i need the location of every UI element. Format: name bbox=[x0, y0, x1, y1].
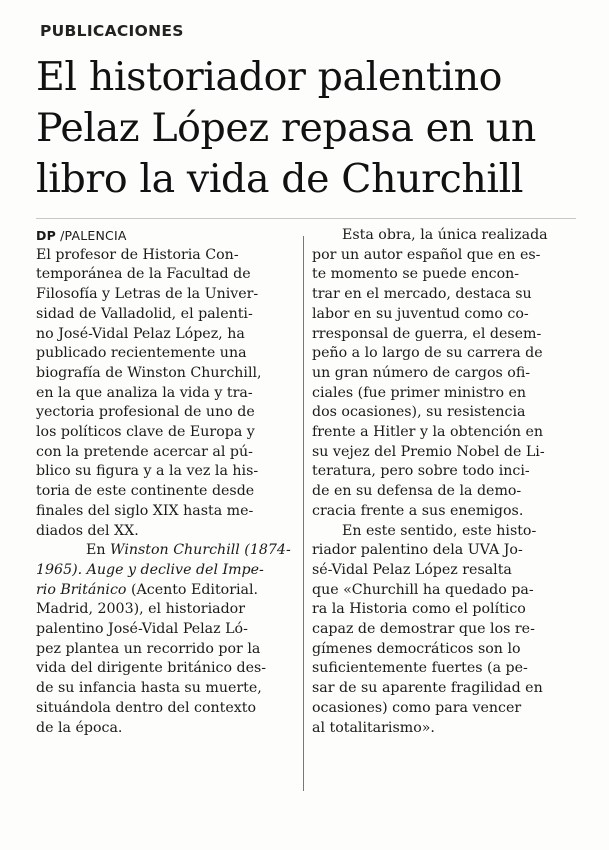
text-line: sar de su aparente fragilidad en bbox=[312, 680, 543, 697]
text-line: frente a Hitler y la obtención en bbox=[312, 424, 544, 441]
text-line: al totalitarismo». bbox=[312, 719, 435, 736]
byline bbox=[36, 226, 298, 246]
book-title-fragment: Winston Churchill (1874- bbox=[110, 542, 291, 559]
text-line: su vejez del Premio Nobel de Li- bbox=[312, 443, 545, 460]
text-line: ra la Historia como el político bbox=[312, 601, 526, 618]
text-line: no José-Vidal Pelaz López, ha bbox=[36, 325, 245, 342]
paragraph-intro bbox=[36, 246, 298, 542]
text-line: vida del dirigente británico des- bbox=[36, 660, 267, 677]
text-line: ciales (fue primer ministro en bbox=[312, 384, 527, 401]
text-line: yectoria profesional de uno de bbox=[36, 404, 255, 421]
byline-location: /PALENCIA bbox=[60, 228, 127, 243]
text-line: ocasiones) como para vencer bbox=[312, 699, 522, 716]
headline-line: Pelaz López repasa en un bbox=[36, 105, 536, 151]
text-line: diados del XX. bbox=[36, 522, 139, 539]
text-line: palentino José-Vidal Pelaz Ló- bbox=[36, 621, 248, 638]
right-column bbox=[312, 226, 576, 738]
text-line: finales del siglo XIX hasta me- bbox=[36, 502, 254, 519]
headline bbox=[36, 52, 606, 205]
text-line: por un autor español que en es- bbox=[312, 246, 541, 263]
text-line: publicado recientemente una bbox=[36, 345, 247, 362]
text-fragment: (Acento Editorial. bbox=[126, 581, 259, 598]
text-line: Madrid, 2003), el historiador bbox=[36, 601, 245, 618]
book-title-fragment: 1965). Auge y declive del Impe- bbox=[36, 561, 264, 578]
book-title-fragment: rio Británico bbox=[36, 581, 127, 598]
left-column bbox=[36, 226, 298, 738]
text-line: blico su figura y a la vez la his- bbox=[36, 463, 259, 480]
text-line: toria de este continente desde bbox=[36, 483, 255, 500]
paragraph-work bbox=[312, 226, 576, 522]
text-line: En este sentido, este histo- bbox=[342, 522, 537, 539]
text-line bbox=[36, 561, 298, 581]
text-line: sidad de Valladolid, el palenti- bbox=[36, 305, 253, 322]
text-line: riador palentino dela UVA Jo- bbox=[312, 542, 523, 559]
text-line: cracia frente a sus enemigos. bbox=[312, 502, 524, 519]
paragraph-quote bbox=[312, 522, 576, 739]
text-line: capaz de demostrar que los re- bbox=[312, 621, 535, 638]
text-line: teratura, pero sobre todo inci- bbox=[312, 463, 530, 480]
paragraph-book bbox=[36, 541, 298, 738]
text-line: labor en su juventud como co- bbox=[312, 305, 529, 322]
headline-rule bbox=[36, 218, 576, 219]
text-line: El profesor de Historia Con- bbox=[36, 246, 239, 263]
text-line bbox=[36, 581, 298, 601]
text-fragment: En bbox=[86, 542, 111, 559]
text-line: biografía de Winston Churchill, bbox=[36, 364, 262, 381]
text-line: de su infancia hasta su muerte, bbox=[36, 680, 262, 697]
byline-agency: DP bbox=[36, 228, 56, 243]
headline-line: El historiador palentino bbox=[36, 54, 503, 100]
section-label: PUBLICACIONES bbox=[40, 22, 184, 40]
text-line: con la pretende acercar al pú- bbox=[36, 443, 253, 460]
text-line: un gran número de cargos ofi- bbox=[312, 364, 531, 381]
text-line: pez plantea un recorrido por la bbox=[36, 640, 261, 657]
text-line: dos ocasiones), su resistencia bbox=[312, 404, 526, 421]
text-line: de en su defensa de la demo- bbox=[312, 483, 522, 500]
text-line: rresponsal de guerra, el desem- bbox=[312, 325, 542, 342]
text-line: gímenes democráticos son lo bbox=[312, 640, 521, 657]
text-line: los políticos clave de Europa y bbox=[36, 424, 255, 441]
text-line: trar en el mercado, destaca su bbox=[312, 286, 532, 303]
text-line: temporánea de la Facultad de bbox=[36, 266, 251, 283]
text-line: de la época. bbox=[36, 719, 123, 736]
text-line bbox=[36, 541, 298, 561]
headline-line: libro la vida de Churchill bbox=[36, 156, 524, 202]
text-line: peño a lo largo de su carrera de bbox=[312, 345, 543, 362]
column-divider bbox=[303, 236, 304, 791]
text-line: que «Churchill ha quedado pa- bbox=[312, 581, 534, 598]
text-line: situándola dentro del contexto bbox=[36, 699, 257, 716]
text-line: sé-Vidal Pelaz López resalta bbox=[312, 561, 512, 578]
text-line: en la que analiza la vida y tra- bbox=[36, 384, 253, 401]
text-line: suficientemente fuertes (a pe- bbox=[312, 660, 528, 677]
text-line: Filosofía y Letras de la Univer- bbox=[36, 286, 259, 303]
text-line: te momento se puede encon- bbox=[312, 266, 520, 283]
text-line: Esta obra, la única realizada bbox=[342, 227, 548, 243]
